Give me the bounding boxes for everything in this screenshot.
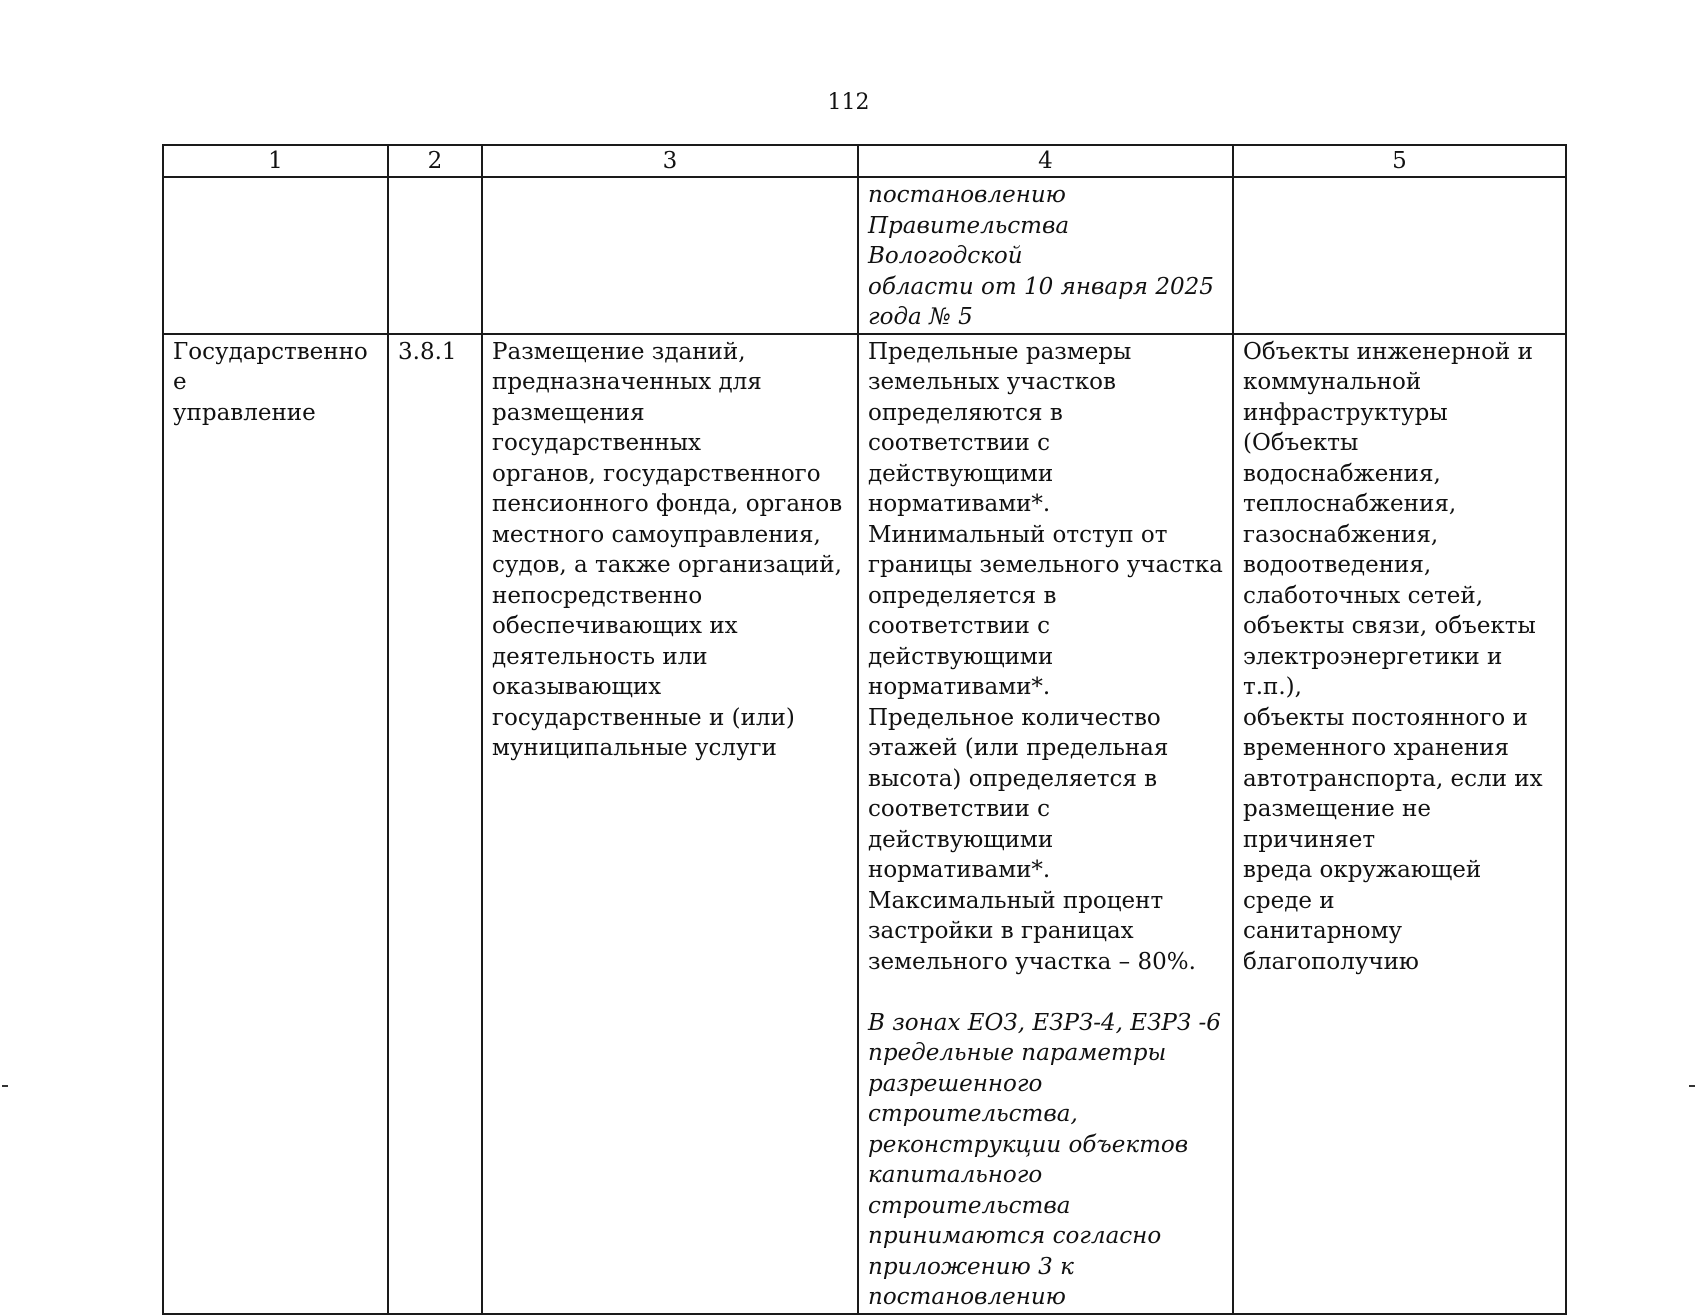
scan-edge-mark-right [1689,1085,1695,1087]
auxiliary-line: временного хранения [1243,735,1510,761]
description-line: пенсионного фонда, органов [492,491,843,517]
auxiliary-line: водоснабжения, [1243,460,1441,487]
description-line: муниципальные услуги [492,735,777,761]
auxiliary-line: Объекты инженерной и [1243,338,1533,365]
table-row-continued [163,177,1566,334]
description-line: оказывающих [492,674,662,700]
parameters-line: Минимальный отступ от [868,521,1168,548]
header-col-1: 1 [163,145,388,177]
parameters-line: земельных участков [868,369,1116,395]
header-col-5: 5 [1233,145,1566,177]
description-line: Размещение зданий, [492,338,746,365]
cell-parameters [858,334,1233,1314]
paragraph-spacer [868,977,1224,1008]
parameters-line: Предельные размеры [868,338,1132,365]
auxiliary-line: вреда окружающей среде и [1243,857,1482,914]
auxiliary-line: санитарному [1243,918,1403,944]
cell-continued-col3 [482,177,858,334]
auxiliary-line: объекты постоянного и [1243,704,1528,731]
auxiliary-line: размещение не причиняет [1243,796,1431,853]
header-col-2: 2 [388,145,482,177]
parameters-line: определяется в соответствии с [868,582,1057,639]
parameters-line: соответствии с действующими [868,796,1054,853]
parameters-line: застройки в границах [868,918,1134,944]
description-line: судов, а также организаций, [492,552,842,578]
parameters-line: земельного участка – 80%. [868,948,1196,975]
scan-edge-mark-left [2,1085,8,1087]
page-number: 112 [827,90,870,115]
land-use-type-line: управление [173,399,316,426]
continued-col4-line: области от 10 января 2025 [868,273,1214,300]
cell-land-use-type [163,334,388,1314]
auxiliary-line: водоотведения, [1243,552,1432,578]
parameters-italic-line: капитального строительства [868,1162,1071,1219]
parameters-line: этажей (или предельная [868,735,1169,761]
cell-auxiliary-uses [1233,334,1566,1314]
parameters-italic-line: постановлению [868,1284,1066,1310]
header-row [163,145,1566,177]
cell-continued-col1 [163,177,388,334]
parameters-italic-line: приложению 3 к [868,1253,1074,1280]
auxiliary-line: слаботочных сетей, [1243,582,1484,609]
auxiliary-line: инфраструктуры (Объекты [1243,399,1448,456]
land-use-table [162,144,1567,1315]
auxiliary-line: теплоснабжения, [1243,491,1457,517]
description-line: деятельность или [492,643,708,670]
parameters-italic-line: В зонах ЕОЗ, ЕЗРЗ-4, ЕЗРЗ -6 [868,1009,1221,1036]
auxiliary-line: благополучию [1243,948,1419,975]
land-use-type-line: Государственное [173,338,368,395]
parameters-line: Максимальный процент [868,887,1164,914]
cell-continued-col4 [858,177,1233,334]
description-line: органов, государственного [492,460,821,487]
auxiliary-line: коммунальной [1243,369,1422,395]
cell-description [482,334,858,1314]
parameters-line: высота) определяется в [868,765,1158,792]
parameters-italic-line: разрешенного строительства, [868,1070,1078,1127]
parameters-italic-line: предельные параметры [868,1040,1167,1066]
parameters-italic-line: принимаются согласно [868,1223,1162,1249]
parameters-line: действующими нормативами*. [868,643,1054,700]
continued-col4-line: Правительства Вологодской [868,212,1070,269]
auxiliary-line: электроэнергетики и т.п.), [1243,643,1503,700]
continued-col4-line: постановлению [868,182,1066,208]
description-line: непосредственно [492,582,703,609]
cell-code: 3.8.1 [388,334,482,1314]
table-row-state-administration [163,334,1566,1314]
parameters-italic-line: реконструкции объектов [868,1131,1189,1158]
description-line: размещения государственных [492,399,702,456]
description-line: предназначенных для [492,369,762,395]
parameters-line: нормативами*. [868,857,1051,883]
parameters-line: границы земельного участка [868,552,1223,578]
parameters-line: определяются в соответствии с [868,399,1063,456]
description-line: государственные и (или) [492,704,795,731]
description-line: обеспечивающих их [492,613,738,639]
parameters-line: действующими нормативами*. [868,460,1054,517]
header-col-4: 4 [858,145,1233,177]
cell-continued-col2 [388,177,482,334]
header-col-3: 3 [482,145,858,177]
auxiliary-line: объекты связи, объекты [1243,613,1536,639]
continued-col4-line: года № 5 [868,304,973,330]
auxiliary-line: автотранспорта, если их [1243,765,1543,792]
parameters-line: Предельное количество [868,704,1161,731]
description-line: местного самоуправления, [492,521,821,548]
cell-continued-col5 [1233,177,1566,334]
auxiliary-line: газоснабжения, [1243,521,1439,548]
